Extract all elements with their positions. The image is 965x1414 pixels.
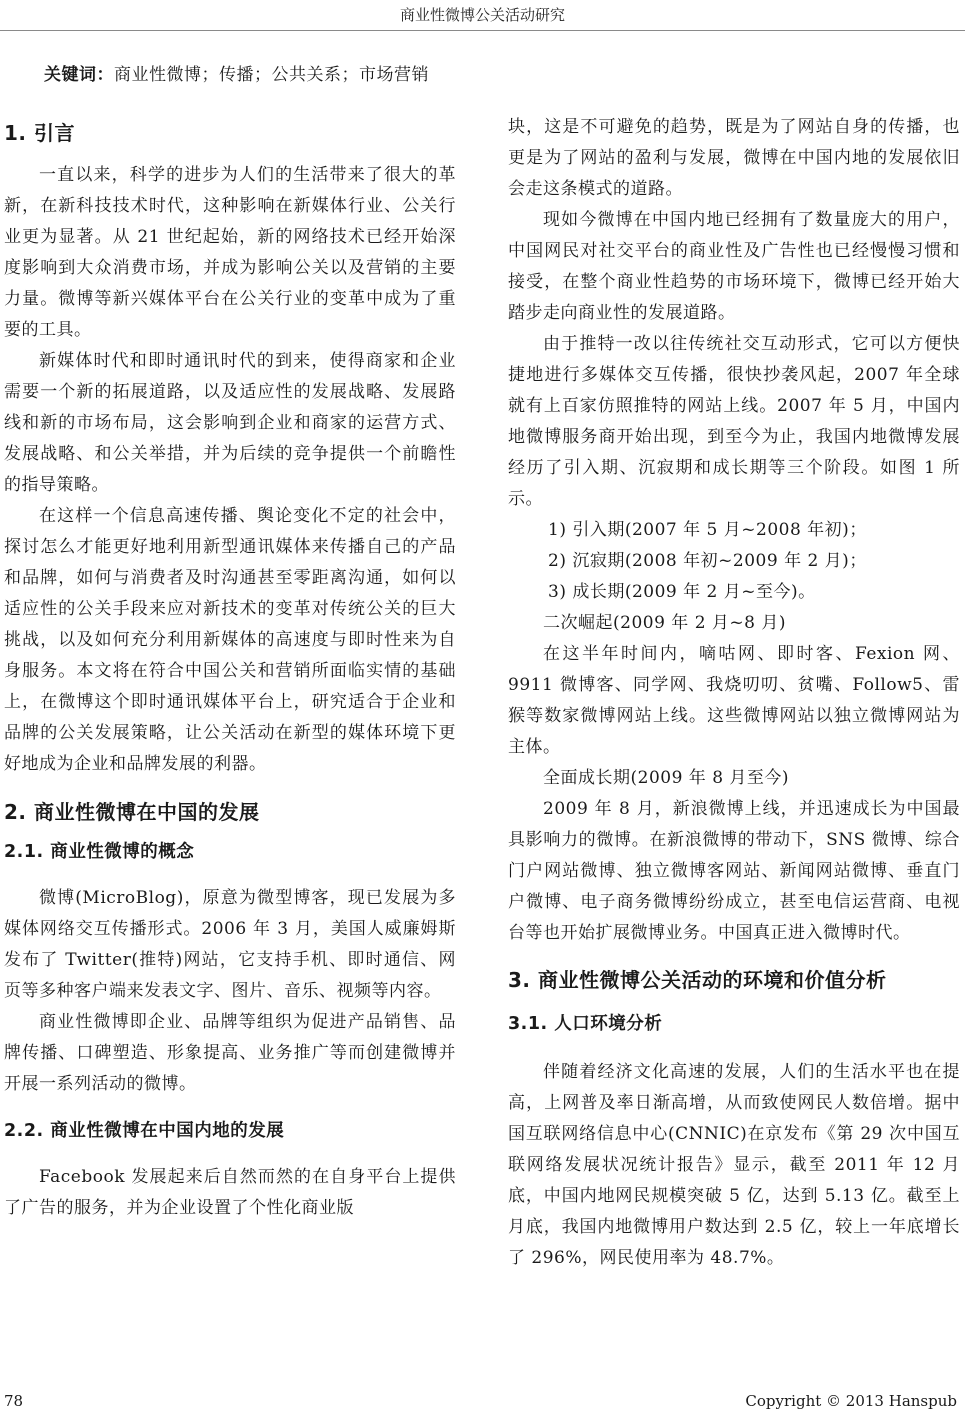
phase-heading-full-growth: 全面成长期(2009 年 8 月至今): [543, 768, 790, 788]
right-column: [508, 112, 960, 1274]
paragraph-population: 伴随着经济文化高速的发展，人们的生活水平也在提高，上网普及率日渐高增，从而致使网民人数倍增。据中国互联网络信息中心(CNNIC)在京发布《第 29 次中国互联网络发展状况统计报告》显示，截至 2011 年 12 月底，中国内地网民规模突破 5 亿，达到 5.13 亿。截至上月底，我国内地微博用户数达到 2.5 亿，较上一年底增长了 296%，网民使用率为 48.7%。: [508, 1062, 960, 1268]
copyright-notice: Copyright © 2013 Hanspub: [745, 1392, 957, 1410]
paragraph-development-2: 现如今微博在中国内地已经拥有了数量庞大的用户，中国网民对社交平台的商业性及广告性也已经慢慢习惯和接受，在整个商业性趋势的市场环境下，微博已经开始大踏步走向商业性的发展道路。: [508, 210, 960, 323]
list-item: 3) 成长期(2009 年 2 月~至今)。: [548, 582, 816, 602]
keywords-text: 商业性微博；传播；公共关系；市场营销: [114, 65, 429, 85]
section-2-1-title: 2.1. 商业性微博的概念: [4, 842, 195, 862]
paragraph-development-3: 由于推特一改以往传统社交互动形式，它可以方便快捷地进行多媒体交互传播，很快抄袭风起，2007 年全球就有上百家仿照推特的网站上线。2007 年 5 月，中国内地微博服务商开始出现，到至今为止，我国内地微博发展经历了引入期、沉寂期和成长期等三个阶段。如图 1 所示。: [508, 334, 960, 509]
paragraph-second-rise: 在这半年时间内，嘀咕网、即时客、Fexion 网、9911 微博客、同学网、我烧叨叨、贫嘴、Follow5、雷猴等数家微博网站上线。这些微博网站以独立微博网站为主体。: [508, 644, 960, 757]
keywords-line: [44, 60, 429, 85]
list-item: 1) 引入期(2007 年 5 月~2008 年初)；: [548, 520, 867, 540]
paragraph-concept-1: 微博(MicroBlog)，原意为微型博客，现已发展为多媒体网络交互传播形式。2006 年 3 月，美国人威廉姆斯发布了 Twitter(推特)网站，它支持手机、即时通信、网页等多种客户端来发表文字、图片、音乐、视频等内容。: [4, 888, 456, 1001]
section-1-title: 1. 引言: [4, 121, 75, 145]
paragraph-development-cont: 块，这是不可避免的趋势，既是为了网站自身的传播，也更是为了网站的盈利与发展，微博在中国内地的发展依旧会走这条模式的道路。: [508, 117, 960, 199]
list-item: 2) 沉寂期(2008 年初~2009 年 2 月)；: [548, 551, 867, 571]
keywords-label: 关键词：: [44, 65, 114, 85]
page-number: 78: [4, 1392, 24, 1410]
running-header: 商业性微博公关活动研究: [399, 6, 565, 24]
paragraph-intro-1: 一直以来，科学的进步为人们的生活带来了很大的革新，在新科技技术时代，这种影响在新媒体行业、公关行业更为显著。从 21 世纪起始，新的网络技术已经开始深度影响到大众消费市场，并成为影响公关以及营销的主要力量。微博等新兴媒体平台在公关行业的变革中成为了重要的工具。: [4, 165, 456, 340]
section-3-title: 3. 商业性微博公关活动的环境和价值分析: [508, 968, 887, 992]
phase-heading-second-rise: 二次崛起(2009 年 2 月~8 月): [543, 613, 787, 633]
section-2-title: 2. 商业性微博在中国的发展: [4, 800, 260, 824]
header-rule: [0, 30, 965, 31]
left-column: [4, 112, 456, 1224]
paragraph-concept-2: 商业性微博即企业、品牌等组织为促进产品销售、品牌传播、口碑塑造、形象提高、业务推广等而创建微博并开展一系列活动的微博。: [4, 1012, 456, 1094]
paragraph-development-1: Facebook 发展起来后自然而然的在自身平台上提供了广告的服务，并为企业设置了个性化商业版: [4, 1167, 456, 1218]
paragraph-intro-2: 新媒体时代和即时通讯时代的到来，使得商家和企业需要一个新的拓展道路，以及适应性的发展战略、发展路线和新的市场布局，这会影响到企业和商家的运营方式、发展战略、和公关举措，并为后续的竞争提供一个前瞻性的指导策略。: [4, 351, 456, 495]
paragraph-intro-3: 在这样一个信息高速传播、舆论变化不定的社会中，探讨怎么才能更好地利用新型通讯媒体来传播自己的产品和品牌，如何与消费者及时沟通甚至零距离沟通，如何以适应性的公关手段来应对新技术的变革对传统公关的巨大挑战，以及如何充分利用新媒体的高速度与即时性来为自身服务。本文将在符合中国公关和营销所面临实情的基础上，在微博这个即时通讯媒体平台上，研究适合于企业和品牌的公关发展策略，让公关活动在新型的媒体环境下更好地成为企业和品牌发展的利器。: [4, 506, 456, 774]
section-2-2-title: 2.2. 商业性微博在中国内地的发展: [4, 1121, 285, 1141]
paragraph-full-growth: 2009 年 8 月，新浪微博上线，并迅速成长为中国最具影响力的微博。在新浪微博的带动下，SNS 微博、综合门户网站微博、独立微博客网站、新闻网站微博、垂直门户微博、电子商务微博纷纷成立，甚至电信运营商、电视台等也开始扩展微博业务。中国真正进入微博时代。: [508, 799, 960, 943]
section-3-1-title: 3.1. 人口环境分析: [508, 1014, 663, 1034]
